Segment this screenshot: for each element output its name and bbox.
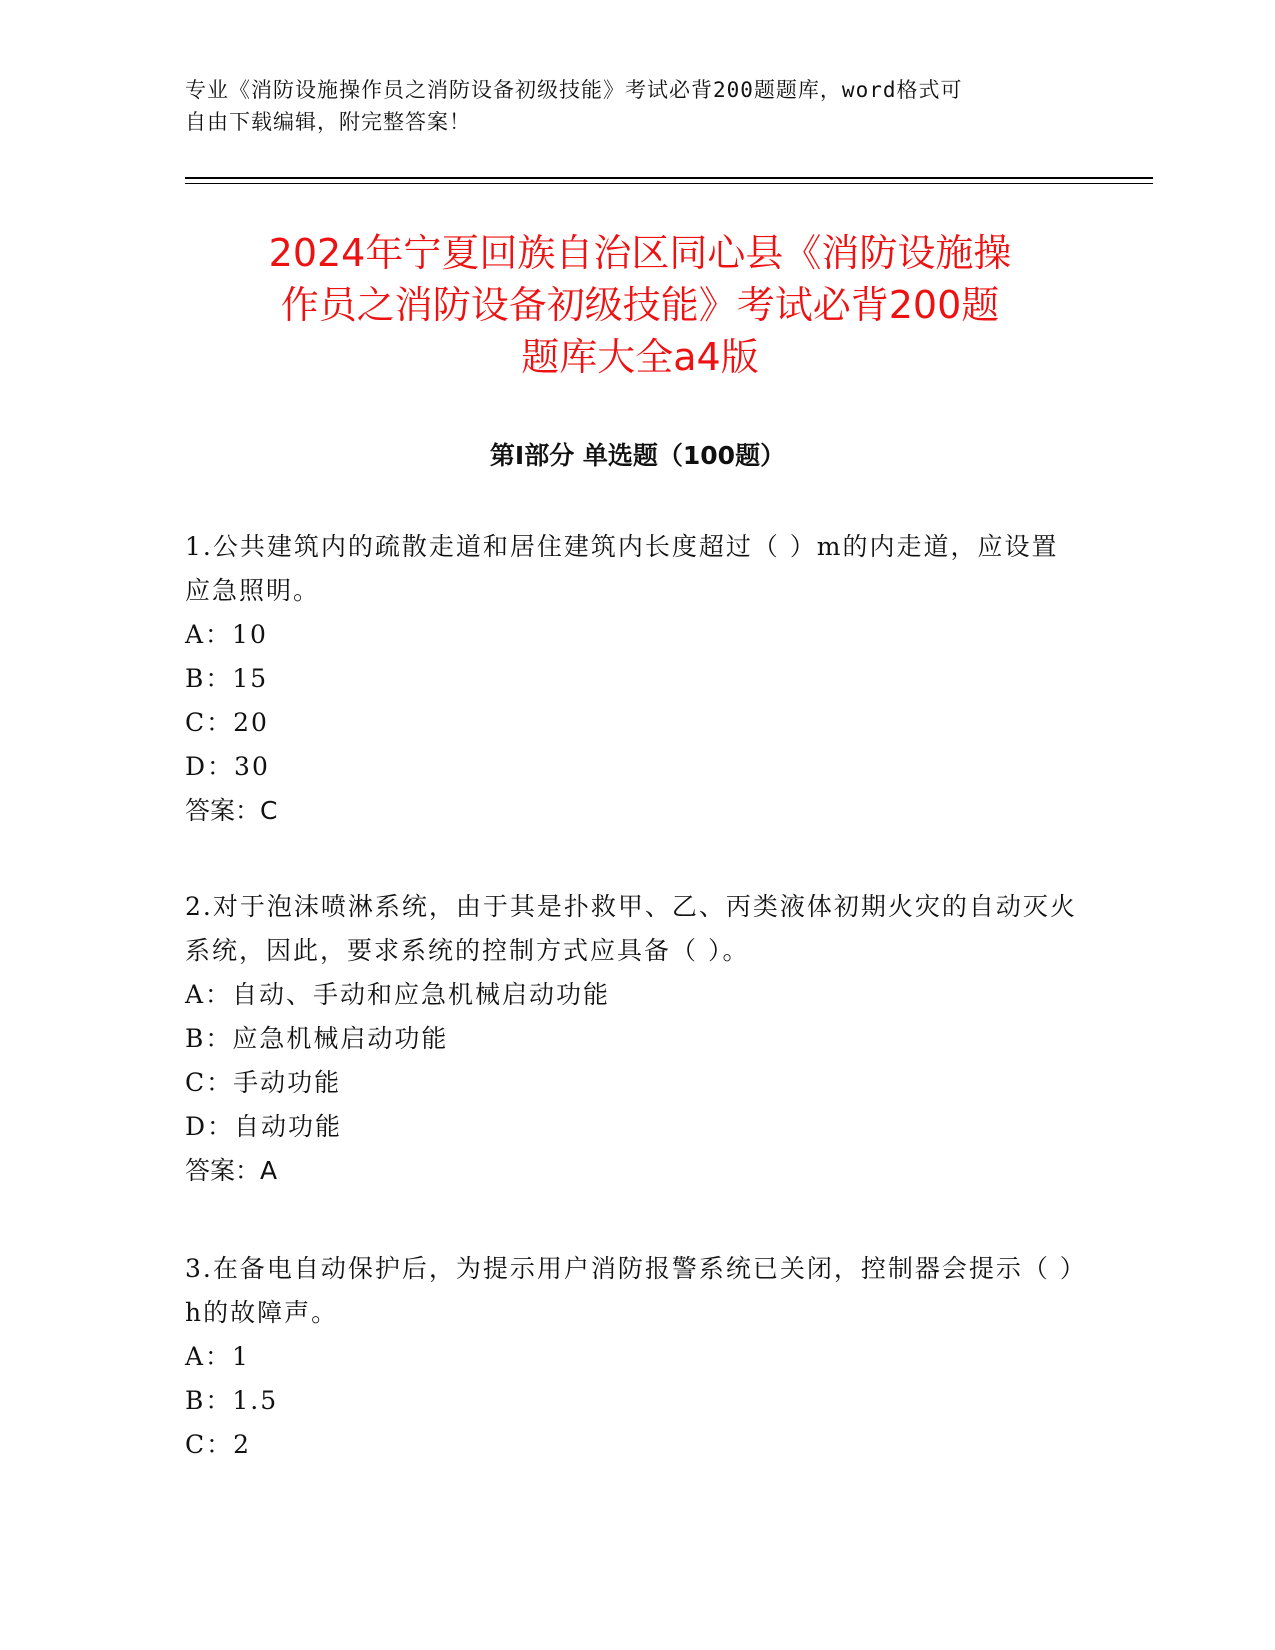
section-heading: 第I部分 单选题（100题） — [489, 441, 786, 470]
question-3 — [185, 1247, 1085, 1467]
title-line-2: 作员之消防设备初级技能》考试必背200题 — [280, 283, 1000, 327]
option-b: B：15 — [185, 664, 269, 693]
question-1 — [185, 525, 1085, 833]
question-stem: 2.对于泡沫喷淋系统，由于其是扑救甲、乙、丙类液体初期火灾的自动灭火系统，因此，要求系统的控制方式应具备（ ）。 — [185, 892, 1077, 965]
title-line-3: 题库大全a4版 — [521, 335, 759, 379]
option-a: A：1 — [185, 1342, 250, 1371]
option-c: C：20 — [185, 708, 269, 737]
answer: 答案：A — [185, 1156, 278, 1185]
option-d: D：30 — [185, 752, 270, 781]
title-line-1: 2024年宁夏回族自治区同心县《消防设施操 — [268, 231, 1012, 275]
option-b: B：1.5 — [185, 1386, 279, 1415]
question-stem: 1.公共建筑内的疏散走道和居住建筑内长度超过（ ）m的内走道，应设置应急照明。 — [185, 532, 1059, 605]
option-d: D：自动功能 — [185, 1112, 343, 1141]
header-rule-thick — [185, 177, 1153, 179]
answer: 答案：C — [185, 796, 278, 825]
option-b: B：应急机械启动功能 — [185, 1024, 449, 1053]
option-a: A：自动、手动和应急机械启动功能 — [185, 980, 611, 1009]
option-a: A：10 — [185, 620, 268, 649]
question-stem: 3.在备电自动保护后，为提示用户消防报警系统已关闭，控制器会提示（ ）h的故障声。 — [185, 1254, 1075, 1327]
header-rule-thin — [185, 183, 1153, 184]
document-title — [160, 227, 1120, 383]
option-c: C：2 — [185, 1430, 252, 1459]
question-2 — [185, 885, 1085, 1193]
option-c: C：手动功能 — [185, 1068, 342, 1097]
header-note-line-2: 自由下载编辑，附完整答案！ — [185, 110, 471, 134]
header-note-line-1: 专业《消防设施操作员之消防设备初级技能》考试必背200题题库，word格式可 — [185, 78, 963, 102]
header-note — [185, 74, 1085, 138]
